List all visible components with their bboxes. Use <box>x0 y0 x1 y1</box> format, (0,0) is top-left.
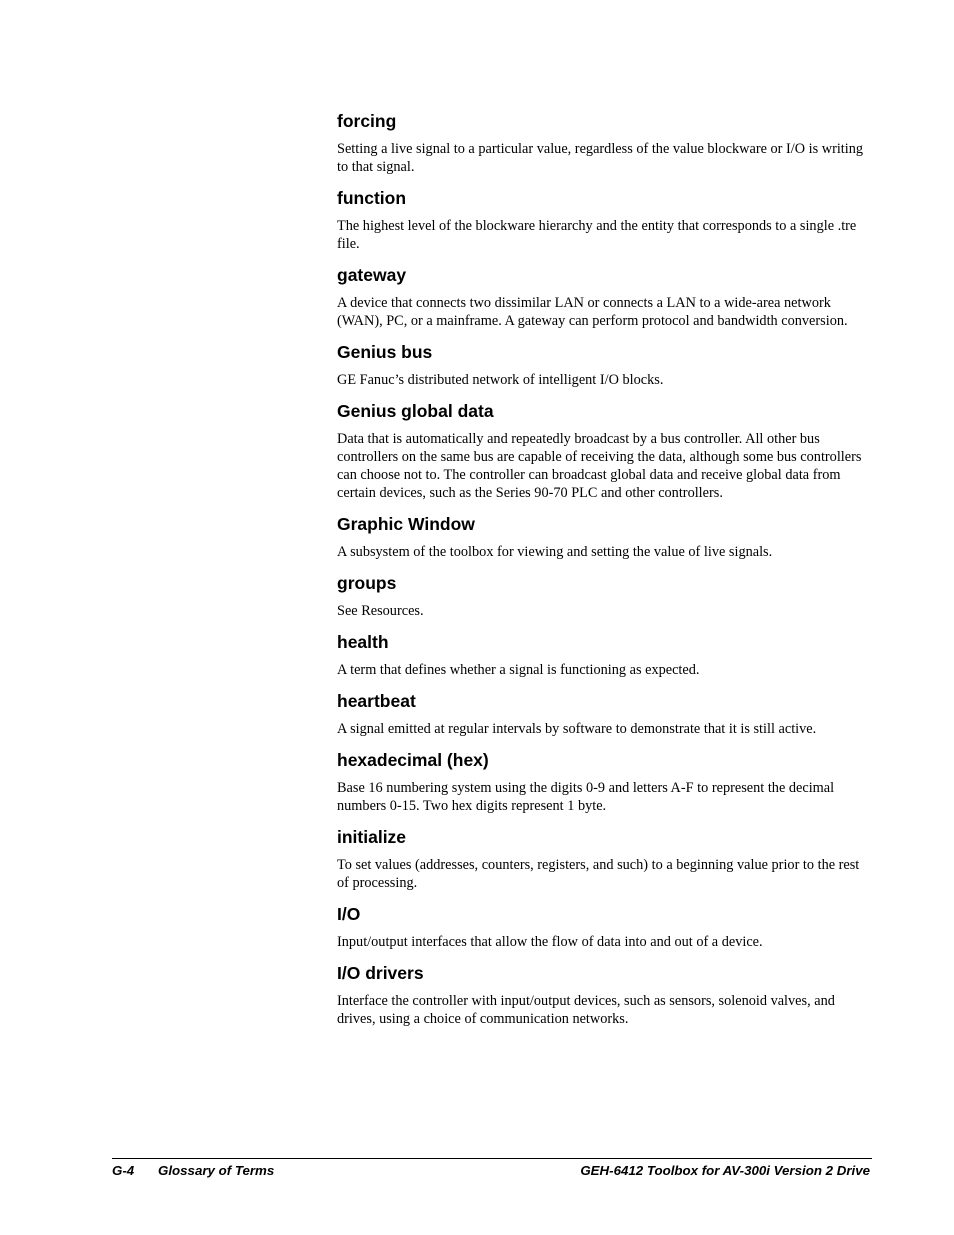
glossary-entry-genius-bus <box>337 342 869 389</box>
glossary-entry-heartbeat <box>337 691 869 738</box>
glossary-entry-graphic-window <box>337 514 869 561</box>
glossary-definition: The highest level of the blockware hierarchy and the entity that corresponds to a single .tre file. <box>337 218 857 252</box>
glossary-entry-hexadecimal <box>337 750 869 815</box>
glossary-definition: See Resources. <box>337 603 424 619</box>
glossary-content <box>337 111 869 1040</box>
glossary-term: gateway <box>337 265 407 285</box>
glossary-term: function <box>337 188 407 208</box>
glossary-definition: GE Fanuc’s distributed network of intelligent I/O blocks. <box>337 372 664 388</box>
glossary-term: heartbeat <box>337 691 416 711</box>
glossary-term: initialize <box>337 827 407 847</box>
glossary-entry-initialize <box>337 827 869 892</box>
glossary-entry-health <box>337 632 869 679</box>
glossary-term: Graphic Window <box>337 514 475 534</box>
footer-divider <box>112 1158 872 1159</box>
glossary-term: Genius global data <box>337 401 494 421</box>
footer-document-title: GEH-6412 Toolbox for AV-300i Version 2 Drive <box>580 1163 870 1178</box>
footer-page-number: G-4 <box>112 1163 135 1178</box>
glossary-definition: A signal emitted at regular intervals by software to demonstrate that it is still active. <box>337 721 817 737</box>
glossary-definition: Setting a live signal to a particular value, regardless of the value blockware or I/O is writing to that signal. <box>337 141 864 175</box>
glossary-entry-genius-global-data <box>337 401 869 502</box>
glossary-entry-io <box>337 904 869 951</box>
glossary-definition: Base 16 numbering system using the digits 0-9 and letters A-F to represent the decimal numbers 0-15. Two hex digits represent 1 byte. <box>337 780 835 814</box>
glossary-term: groups <box>337 573 397 593</box>
page-footer <box>112 1162 870 1180</box>
glossary-term: hexadecimal (hex) <box>337 750 489 770</box>
glossary-definition: Data that is automatically and repeatedly broadcast by a bus controller. All other bus controllers on the same bus are capable of receiving the data, although some bus controllers can choose not to. The controller can broadcast global data and receive global data from certain devices, such as the Series 90-70 PLC and other controllers. <box>337 431 862 501</box>
glossary-entry-function <box>337 188 869 253</box>
footer-section-title: Glossary of Terms <box>158 1163 275 1178</box>
glossary-definition: A device that connects two dissimilar LAN or connects a LAN to a wide-area network (WAN), PC, or a mainframe. A gateway can perform protocol and bandwidth conversion. <box>337 295 848 329</box>
glossary-entry-io-drivers <box>337 963 869 1028</box>
glossary-definition: To set values (addresses, counters, registers, and such) to a beginning value prior to the rest of processing. <box>337 857 860 891</box>
glossary-term: forcing <box>337 111 397 131</box>
glossary-definition: A subsystem of the toolbox for viewing and setting the value of live signals. <box>337 544 773 560</box>
glossary-entry-gateway <box>337 265 869 330</box>
glossary-term: health <box>337 632 389 652</box>
glossary-term: Genius bus <box>337 342 433 362</box>
glossary-definition: Input/output interfaces that allow the flow of data into and out of a device. <box>337 934 763 950</box>
glossary-entry-forcing <box>337 111 869 176</box>
glossary-definition: A term that defines whether a signal is functioning as expected. <box>337 662 700 678</box>
glossary-term: I/O <box>337 904 361 924</box>
glossary-definition: Interface the controller with input/output devices, such as sensors, solenoid valves, and drives, using a choice of communication networks. <box>337 993 835 1027</box>
glossary-term: I/O drivers <box>337 963 424 983</box>
glossary-entry-groups <box>337 573 869 620</box>
